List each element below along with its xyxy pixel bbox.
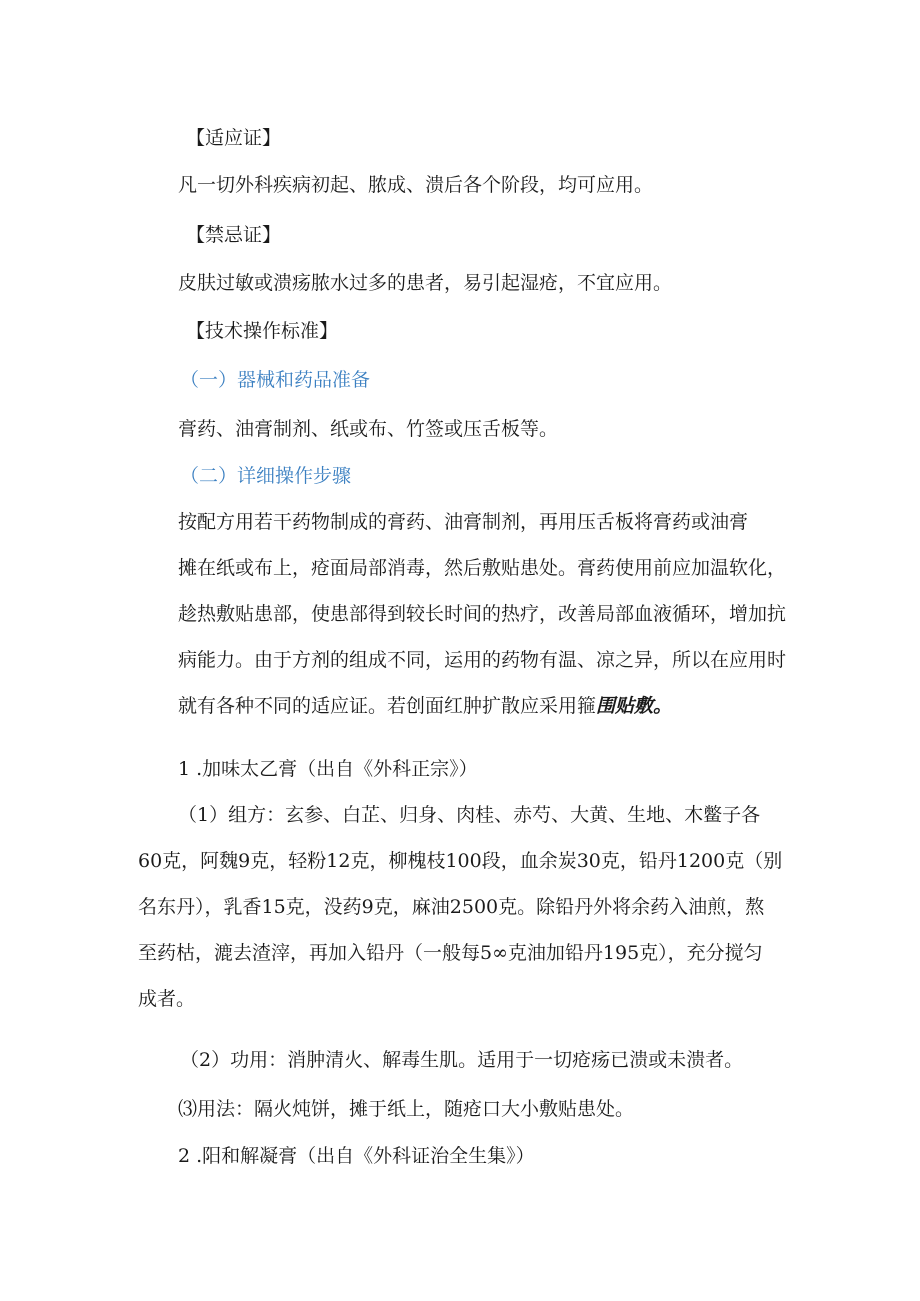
recipe2-title: 2 .阳和解凝膏（出自《外科证治全生集》） (178, 1145, 535, 1167)
steps-line: 摊在纸或布上，疮面局部消毒，然后敷贴患处。膏药使用前应加温软化， (178, 557, 787, 579)
recipe1-composition (138, 792, 798, 1022)
steps-line: 按配方用若干药物制成的膏药、油膏制剂，再用压舌板将膏药或油膏 (178, 511, 749, 533)
section-heading-steps: （二）详细操作步骤 (180, 465, 352, 487)
composition-line: 至药枯，漉去渣滓，再加入铅丹（一般每5∞克油加铅丹195克），充分搅匀 (138, 942, 763, 964)
steps-paragraph (178, 499, 798, 729)
composition-line: 成者。 (138, 988, 196, 1010)
contraindications-text: 皮肤过敏或溃疡脓水过多的患者，易引起湿疮，不宜应用。 (178, 272, 673, 294)
technique-heading: 【技术操作标准】 (186, 320, 339, 342)
contraindications-heading: 【禁忌证】 (186, 224, 282, 246)
indications-heading: 【适应证】 (186, 127, 282, 149)
recipe1-function: （2）功用：消肿清火、解毒生肌。适用于一切疮疡已溃或未溃者。 (180, 1049, 744, 1071)
recipe1-usage: ⑶用法：隔火炖饼，摊于纸上，随疮口大小敷贴患处。 (178, 1098, 635, 1120)
composition-line: 名东丹），乳香15克，没药9克，麻油2500克。除铅丹外将余药入油煎，熬 (138, 896, 765, 918)
equipment-text: 膏药、油膏制剂、纸或布、竹签或压舌板等。 (178, 418, 559, 440)
steps-last-emphasis: 围贴敷。 (596, 695, 673, 717)
indications-text: 凡一切外科疾病初起、脓成、溃后各个阶段，均可应用。 (178, 174, 654, 196)
steps-last-text: 就有各种不同的适应证。若创面红肿扩散应采用箍 (178, 695, 597, 717)
section-heading-equipment: （一）器械和药品准备 (180, 369, 371, 391)
recipe1-title: 1 .加味太乙膏（出自《外科正宗》） (178, 758, 478, 780)
steps-line: 病能力。由于方剂的组成不同，运用的药物有温、凉之异，所以在应用时 (178, 649, 787, 671)
composition-line: （1）组方：玄参、白芷、归身、肉桂、赤芍、大黄、生地、木鳖子各 (178, 804, 761, 826)
steps-line: 趁热敷贴患部，使患部得到较长时间的热疗，改善局部血液循环，增加抗 (178, 603, 787, 625)
composition-line: 60克，阿魏9克，轻粉12克，柳槐枝100段，血余炭30克，铅丹1200克（别 (138, 850, 783, 872)
steps-line-last (178, 683, 798, 729)
